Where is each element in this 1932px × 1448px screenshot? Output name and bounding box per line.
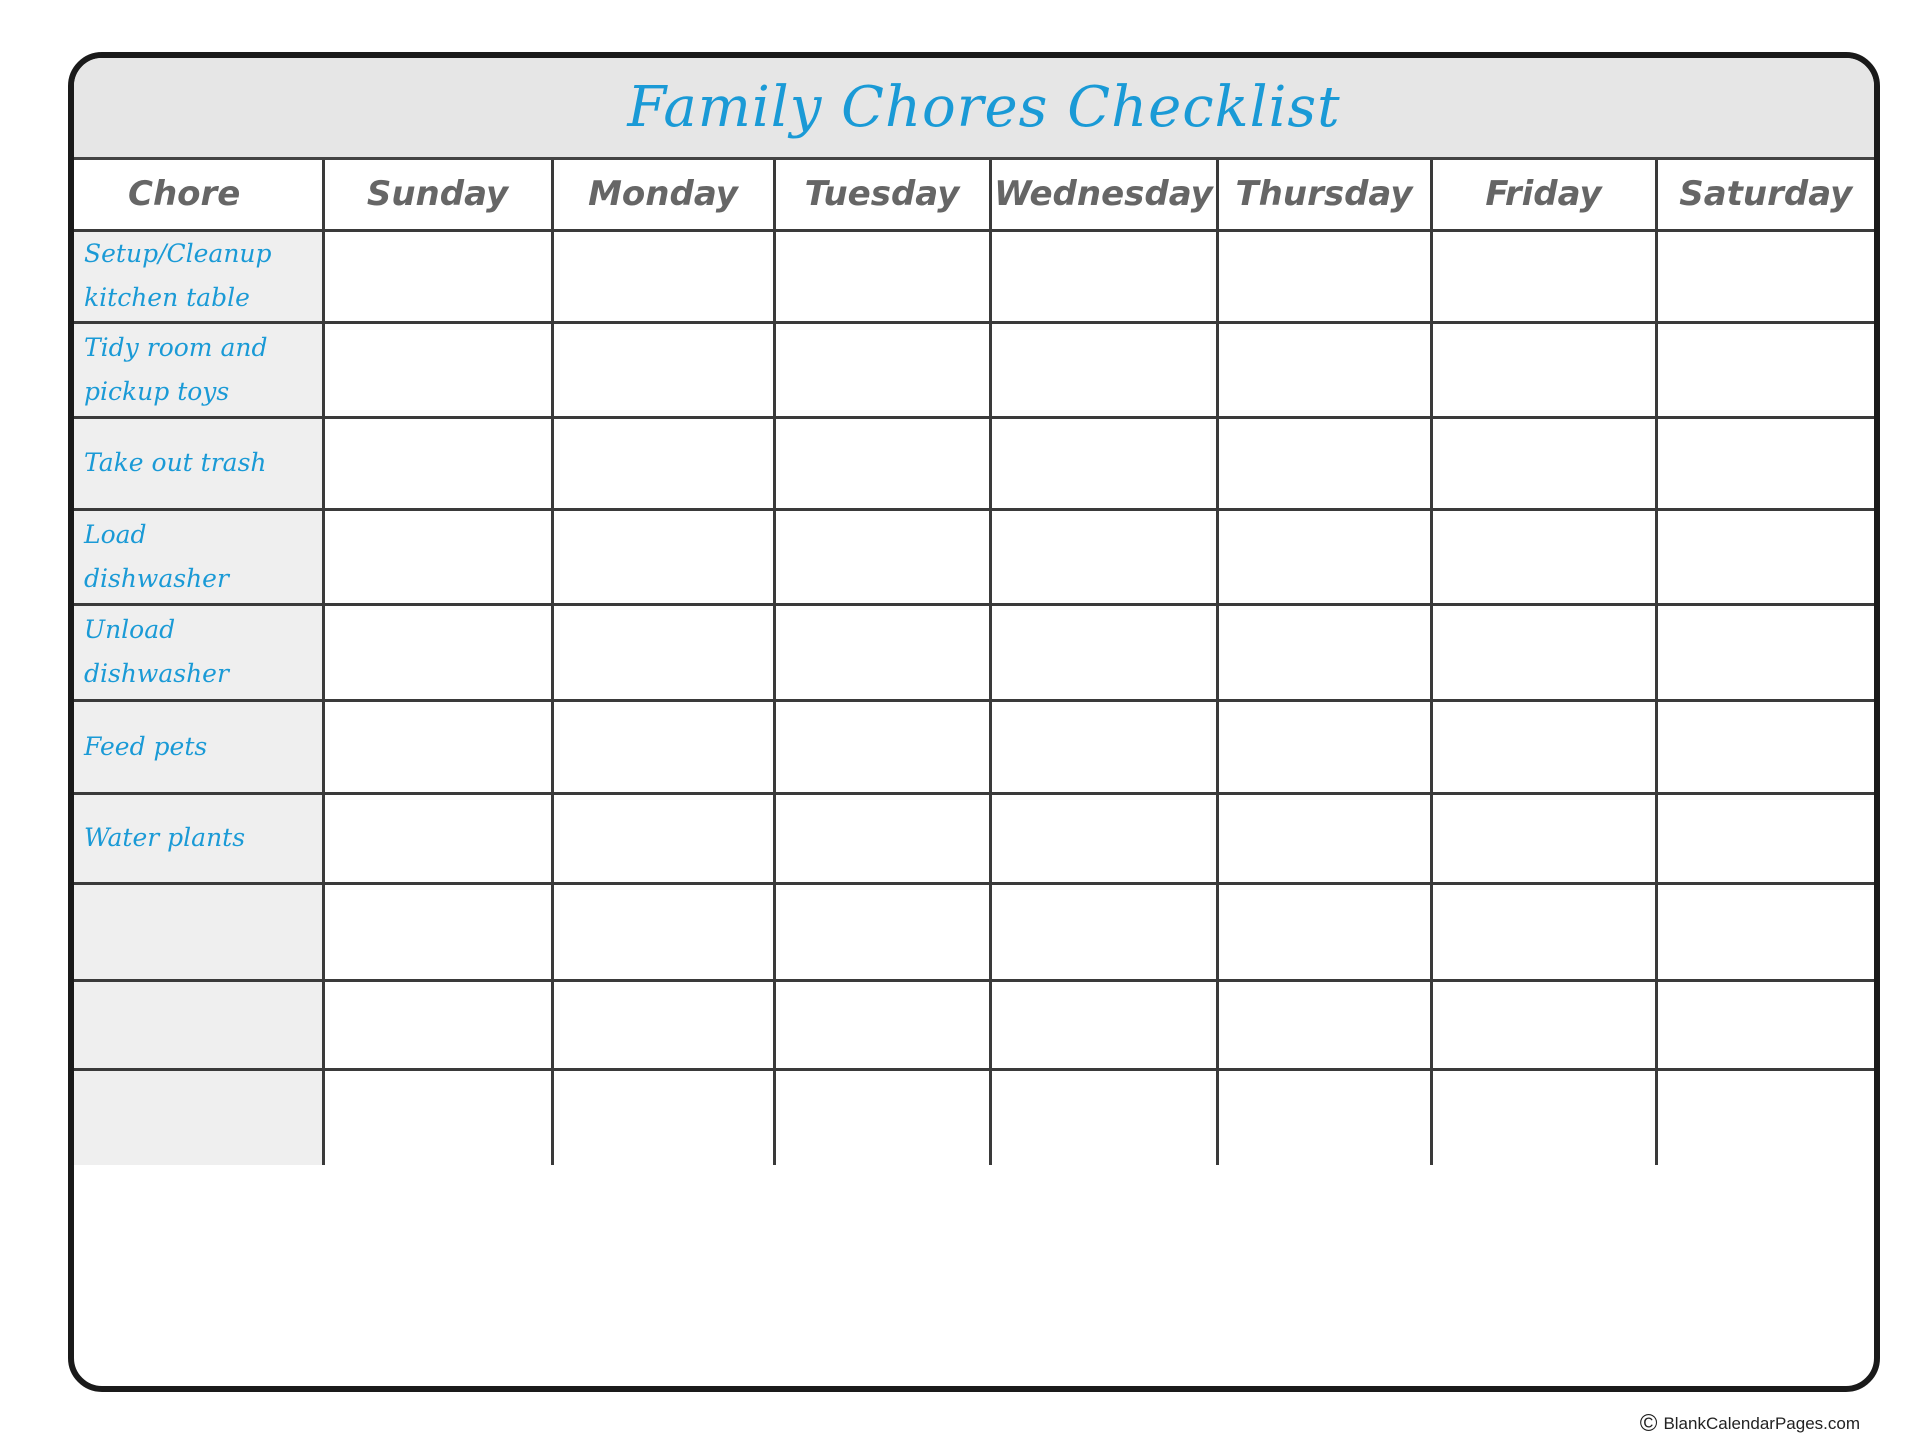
checkbox-cell-sunday[interactable] [323, 417, 552, 509]
checkbox-cell-sunday[interactable] [323, 604, 552, 700]
checkbox-cell-tuesday[interactable] [774, 1069, 990, 1165]
chore-row [74, 230, 1874, 322]
chore-name-line-1: Take out trash [84, 448, 267, 477]
checkbox-cell-friday[interactable] [1431, 230, 1656, 322]
checkbox-cell-thursday[interactable] [1217, 417, 1431, 509]
checkbox-cell-thursday[interactable] [1217, 1069, 1431, 1165]
chore-name-line-1: Feed pets [84, 731, 208, 761]
chore-row [74, 793, 1874, 883]
checkbox-cell-monday[interactable] [552, 793, 774, 883]
checkbox-cell-monday[interactable] [552, 322, 774, 417]
chore-row [74, 509, 1874, 604]
checkbox-cell-thursday[interactable] [1217, 322, 1431, 417]
checkbox-cell-friday[interactable] [1431, 700, 1656, 793]
chore-name-line-1: Load [84, 519, 147, 549]
checkbox-cell-friday[interactable] [1431, 980, 1656, 1069]
checkbox-cell-wednesday[interactable] [990, 509, 1217, 604]
column-header-friday: Friday [1431, 160, 1656, 230]
copyright-icon: © [1639, 1410, 1658, 1437]
checkbox-cell-saturday[interactable] [1656, 883, 1874, 980]
checkbox-cell-saturday[interactable] [1656, 793, 1874, 883]
checkbox-cell-monday[interactable] [552, 509, 774, 604]
checkbox-cell-friday[interactable] [1431, 417, 1656, 509]
column-header-monday: Monday [552, 160, 774, 230]
checkbox-cell-saturday[interactable] [1656, 980, 1874, 1069]
checkbox-cell-thursday[interactable] [1217, 509, 1431, 604]
column-header-wednesday: Wednesday [990, 160, 1217, 230]
chore-row [74, 883, 1874, 980]
checkbox-cell-friday[interactable] [1431, 793, 1656, 883]
checkbox-cell-tuesday[interactable] [774, 417, 990, 509]
chore-name-line-1: Unload [84, 615, 176, 644]
chore-name-cell[interactable] [74, 793, 323, 883]
checkbox-cell-monday[interactable] [552, 883, 774, 980]
checkbox-cell-thursday[interactable] [1217, 700, 1431, 793]
checkbox-cell-thursday[interactable] [1217, 604, 1431, 700]
chores-table [74, 160, 1874, 1165]
page-title: Family Chores Checklist [627, 75, 1341, 140]
checkbox-cell-wednesday[interactable] [990, 230, 1217, 322]
chore-name-line-2: dishwasher [84, 563, 229, 593]
footer-site-name: BlankCalendarPages.com [1663, 1414, 1860, 1433]
chore-name-cell[interactable] [74, 883, 323, 980]
chore-name-cell[interactable] [74, 980, 323, 1069]
chore-name-line-1: Water plants [84, 823, 246, 852]
checkbox-cell-monday[interactable] [552, 700, 774, 793]
column-header-saturday: Saturday [1656, 160, 1874, 230]
chore-name-line-1: Setup/Cleanup [84, 239, 272, 268]
checkbox-cell-wednesday[interactable] [990, 793, 1217, 883]
chore-name-line-2: kitchen table [84, 283, 250, 312]
checkbox-cell-tuesday[interactable] [774, 604, 990, 700]
chore-row [74, 604, 1874, 700]
checkbox-cell-wednesday[interactable] [990, 700, 1217, 793]
chore-name-line-2: dishwasher [84, 659, 229, 688]
checkbox-cell-thursday[interactable] [1217, 883, 1431, 980]
checklist-sheet [68, 52, 1880, 1392]
checkbox-cell-tuesday[interactable] [774, 980, 990, 1069]
checkbox-cell-sunday[interactable] [323, 980, 552, 1069]
checkbox-cell-wednesday[interactable] [990, 883, 1217, 980]
checkbox-cell-wednesday[interactable] [990, 417, 1217, 509]
checkbox-cell-monday[interactable] [552, 417, 774, 509]
checkbox-cell-thursday[interactable] [1217, 980, 1431, 1069]
chore-name-cell[interactable] [74, 509, 323, 604]
checkbox-cell-monday[interactable] [552, 230, 774, 322]
checkbox-cell-thursday[interactable] [1217, 793, 1431, 883]
chore-name-cell[interactable] [74, 417, 323, 509]
checkbox-cell-wednesday[interactable] [990, 980, 1217, 1069]
chore-name-line-2: pickup toys [84, 376, 230, 406]
chore-name-cell[interactable] [74, 1069, 323, 1165]
checkbox-cell-friday[interactable] [1431, 322, 1656, 417]
checkbox-cell-wednesday[interactable] [990, 1069, 1217, 1165]
checkbox-cell-sunday[interactable] [323, 322, 552, 417]
checkbox-cell-sunday[interactable] [323, 700, 552, 793]
checkbox-cell-saturday[interactable] [1656, 322, 1874, 417]
checkbox-cell-tuesday[interactable] [774, 793, 990, 883]
chore-row [74, 980, 1874, 1069]
checkbox-cell-monday[interactable] [552, 980, 774, 1069]
checkbox-cell-tuesday[interactable] [774, 322, 990, 417]
checkbox-cell-saturday[interactable] [1656, 604, 1874, 700]
chore-name-cell[interactable] [74, 230, 323, 322]
checkbox-cell-saturday[interactable] [1656, 509, 1874, 604]
chore-name-cell[interactable] [74, 322, 323, 417]
checkbox-cell-friday[interactable] [1431, 604, 1656, 700]
checkbox-cell-tuesday[interactable] [774, 883, 990, 980]
column-header-chore: Chore [74, 160, 323, 230]
checkbox-cell-tuesday[interactable] [774, 230, 990, 322]
checkbox-cell-saturday[interactable] [1656, 417, 1874, 509]
checkbox-cell-saturday[interactable] [1656, 1069, 1874, 1165]
checkbox-cell-tuesday[interactable] [774, 700, 990, 793]
checkbox-cell-saturday[interactable] [1656, 230, 1874, 322]
checkbox-cell-wednesday[interactable] [990, 604, 1217, 700]
chore-row [74, 1069, 1874, 1165]
checkbox-cell-monday[interactable] [552, 1069, 774, 1165]
chore-name-cell[interactable] [74, 604, 323, 700]
checkbox-cell-wednesday[interactable] [990, 322, 1217, 417]
column-header-tuesday: Tuesday [774, 160, 990, 230]
chore-name-line-1: Tidy room and [84, 332, 268, 362]
checkbox-cell-friday[interactable] [1431, 883, 1656, 980]
footer-credit [1640, 1412, 1860, 1436]
header-row [74, 160, 1874, 230]
checkbox-cell-friday[interactable] [1431, 1069, 1656, 1165]
column-header-sunday: Sunday [323, 160, 552, 230]
checkbox-cell-sunday[interactable] [323, 793, 552, 883]
checkbox-cell-sunday[interactable] [323, 883, 552, 980]
column-header-thursday: Thursday [1217, 160, 1431, 230]
title-bar [74, 58, 1874, 160]
chore-row [74, 417, 1874, 509]
checkbox-cell-tuesday[interactable] [774, 509, 990, 604]
chore-name-cell[interactable] [74, 700, 323, 793]
checkbox-cell-sunday[interactable] [323, 509, 552, 604]
checkbox-cell-monday[interactable] [552, 604, 774, 700]
checkbox-cell-thursday[interactable] [1217, 230, 1431, 322]
checkbox-cell-sunday[interactable] [323, 1069, 552, 1165]
checkbox-cell-friday[interactable] [1431, 509, 1656, 604]
chore-row [74, 322, 1874, 417]
checkbox-cell-sunday[interactable] [323, 230, 552, 322]
chore-row [74, 700, 1874, 793]
checkbox-cell-saturday[interactable] [1656, 700, 1874, 793]
